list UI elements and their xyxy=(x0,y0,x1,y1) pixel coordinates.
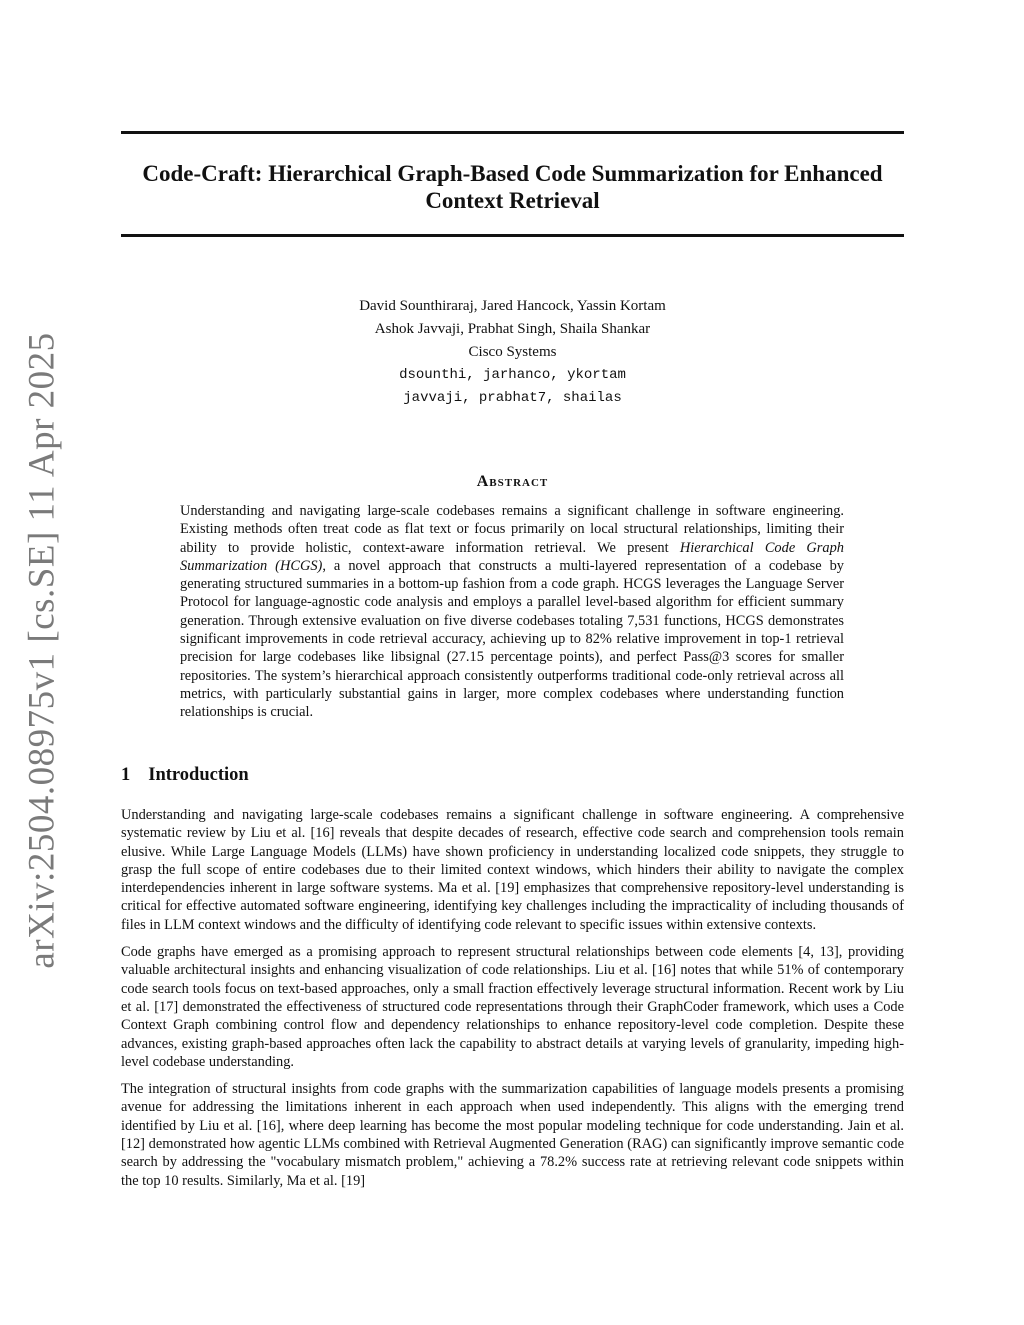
section-heading-introduction xyxy=(121,765,249,786)
paragraph: The integration of structural insights from code graphs with the summarization capabilities of language models presents a promising avenue for addressing the limitations inherent in each approach when used independently. This aligns with the emerging trend identified by Liu et al. [16], where deep learning has become the most popular modeling technique for code understanding. Jain et al. [12] demonstrated how agentic LLMs combined with Retrieval Augmented Generation (RAG) can significantly improve semantic code search by addressing the "vocabulary mismatch problem," achieving a 78.2% success rate at retrieving relevant code snippets within the top 10 results. Similarly, Ma et al. [19] xyxy=(121,1081,904,1189)
emails-line-2: javvaji, prabhat7, shailas xyxy=(403,390,622,406)
arxiv-identifier-text: arXiv:2504.08975v1 [cs.SE] 11 Apr 2025 xyxy=(21,331,63,969)
title-rule-bottom xyxy=(121,234,904,237)
emails-line-1: dsounthi, jarhanco, ykortam xyxy=(399,367,626,383)
abstract-text-before: Understanding and navigating large-scale codebases remains a significant challenge in software engineering. Existing methods often treat code as flat text or focus primarily on local structural relationships, limiting their ability to provide holistic, context-aware information retrieval. We present xyxy=(180,503,844,556)
abstract-text-after: , a novel approach that constructs a multi-layered representation of a codebase by generating structured summaries in a bottom-up fashion from a code graph. HCGS leverages the Language Server Protocol for language-agnostic code analysis and employs a parallel level-based algorithm for efficient summary generation. Through extensive evaluation on five diverse codebases totaling 7,531 functions, HCGS demonstrates significant improvements in code retrieval accuracy, achieving up to 82% relative improvement in top-1 retrieval precision for large codebases like libsignal (27.15 percentage points), and perfect Pass@3 scores for smaller repositories. The system’s hierarchical approach consistently outperforms traditional code-only retrieval across all metrics, with particularly substantial gains in larger, more complex codebases where understanding function relationships is crucial. xyxy=(180,557,844,721)
introduction-body xyxy=(121,806,904,1199)
authors-line-2: Ashok Javvaji, Prabhat Singh, Shaila Shankar xyxy=(374,321,651,337)
paper-title-line-1: Code-Craft: Hierarchical Graph-Based Code Summarization for Enhanced xyxy=(142,161,883,186)
abstract-method-name: Hierarchical Code Graph Summarization (HCGS) xyxy=(180,539,844,574)
paper-title xyxy=(121,160,904,214)
section-number: 1 xyxy=(121,765,131,785)
abstract-body xyxy=(180,502,844,722)
affiliation: Cisco Systems xyxy=(468,344,557,360)
authors-line-1: David Sounthiraraj, Jared Hancock, Yassin Kortam xyxy=(359,298,666,314)
paragraph: Understanding and navigating large-scale codebases remains a significant challenge in software engineering. A comprehensive systematic review by Liu et al. [16] reveals that despite decades of research, effective code search and comprehension tools remain elusive. While Large Language Models (LLMs) have shown proficiency in understanding localized code snippets, they struggle to grasp the full scope of entire codebases due to their limited context windows, which hinders their ability to navigate the complex interdependencies inherent in large software systems. Ma et al. [19] emphasizes that comprehensive repository-level understanding is critical for effective automated software engineering, identifying key challenges including the impracticality of including thousands of files in LLM context windows and the difficulty of identifying code relevant to specific issues within extensive contexts. xyxy=(121,807,904,933)
paragraph: Code graphs have emerged as a promising approach to represent structural relationships between code elements [4, 13], providing valuable architectural insights and enhancing visualization of code relationships. Liu et al. [16] notes that while 51% of contemporary code search tools focus on text-based approaches, only a small fraction effectively leverage structural information. Recent work by Liu et al. [17] demonstrated the effectiveness of structured code representations through their GraphCoder framework, which uses a Code Context Graph combining control flow and dependency relationships to enhance repository-level code completion. Despite these advances, existing graph-based approaches often lack the capability to abstract details at varying levels of granularity, impeding high-level codebase understanding. xyxy=(121,944,904,1070)
section-title: Introduction xyxy=(148,765,249,785)
title-rule-top xyxy=(121,131,904,134)
paper-title-line-2: Context Retrieval xyxy=(425,188,600,213)
author-block xyxy=(121,295,904,410)
abstract-heading: Abstract xyxy=(476,473,549,490)
arxiv-identifier-stamp xyxy=(12,331,72,969)
